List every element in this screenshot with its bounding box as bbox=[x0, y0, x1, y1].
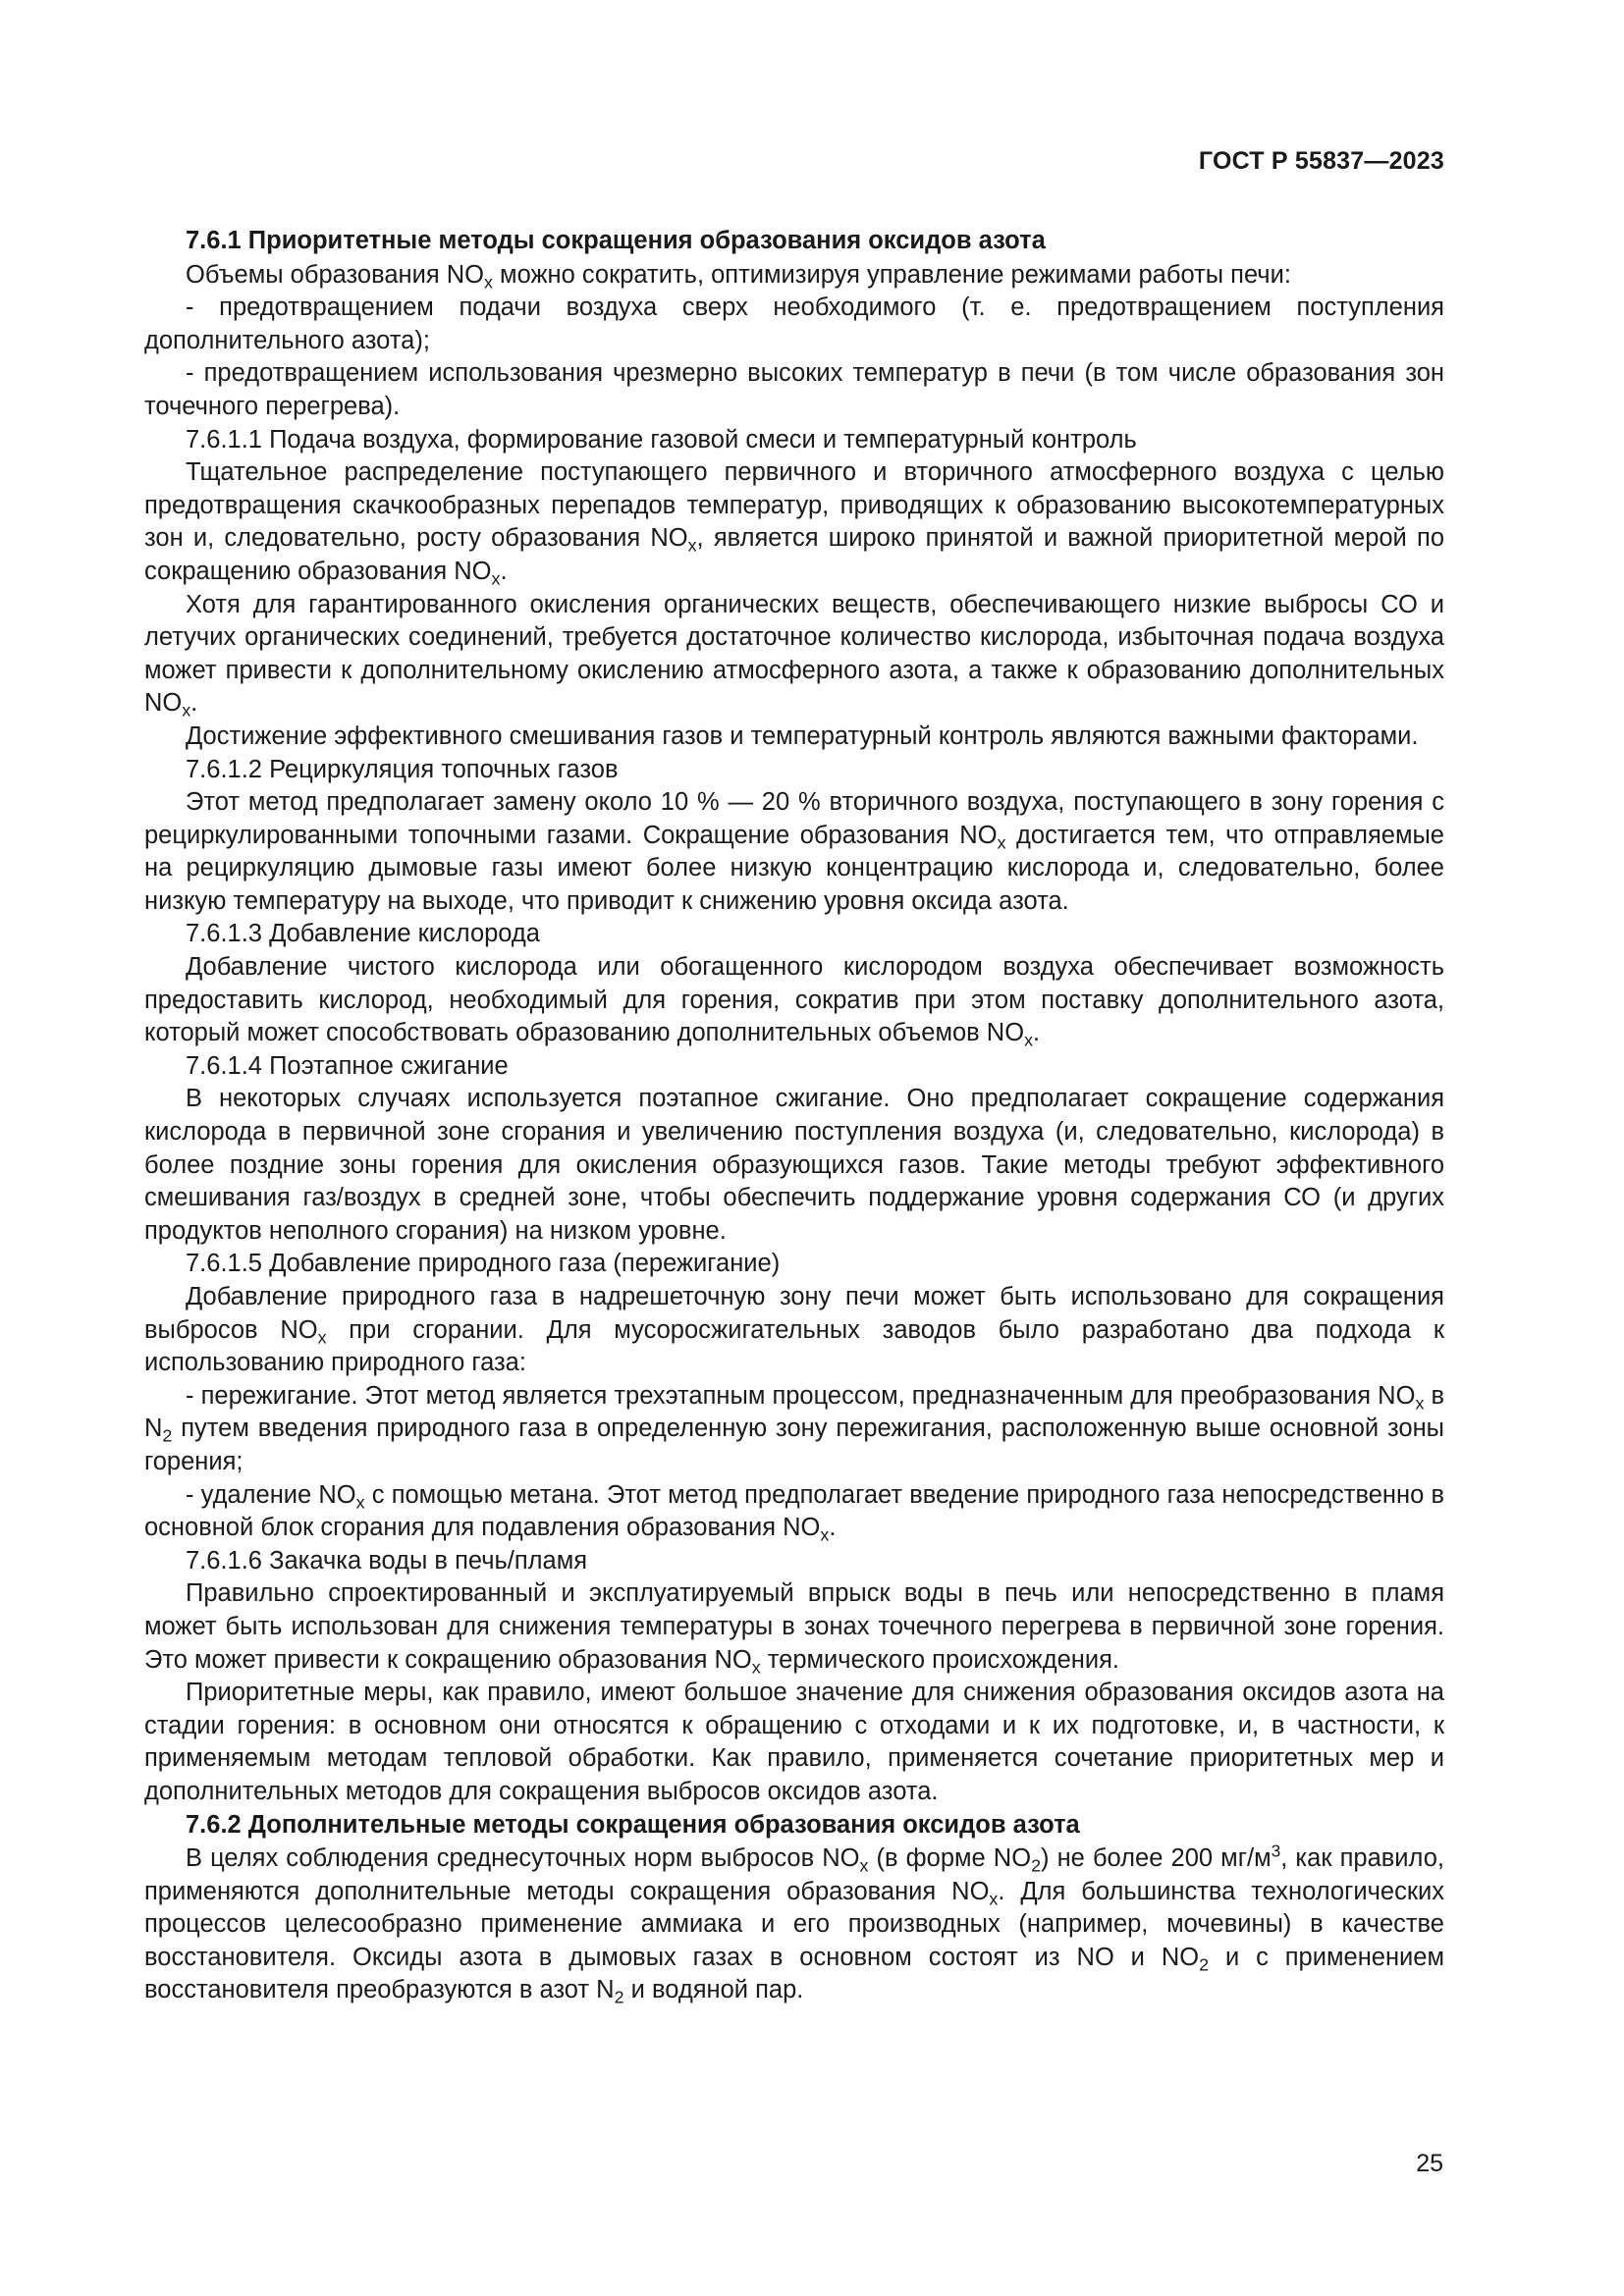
paragraph: Приоритетные меры, как правило, имеют большое значение для снижения образования оксидов азота на стадии горения: в основном они относятся к обращению с отходами и к их подготовке, и, в частности, к применяемым методам тепловой обработки. Как правило, применяется сочетание приоритетных мер и дополнительных методов для сокращения выбросов оксидов азота. bbox=[144, 1679, 1444, 1805]
paragraph: Этот метод предполагает замену около 10 % — 20 % вторичного воздуха, поступающего в зону горения с рециркулированными топочными газами. Сокращение образования $NO_x$ достигается тем, что отправляемые на рециркуляцию дымовые газы имеют более низкую концентрацию кислорода и, следовательно, более низкую температуру на выходе, что приводит к снижению уровня оксида азота. bbox=[144, 788, 1444, 915]
paragraph: Тщательное распределение поступающего первичного и вторичного атмосферного воздуха с целью предотвращения скачкообразных перепадов температур, приводящих к образованию высокотемпературных зон и, следовательно, росту образования $NO_x$, является широко принятой и важной приоритетной мерой по сокращению образования $NO_x$. bbox=[144, 458, 1445, 589]
list-item: - предотвращением использования чрезмерно высоких температур в печи (в том числе образования зон точечного перегрева). bbox=[144, 359, 1444, 420]
paragraph: В некоторых случаях используется поэтапное сжигание. Оно предполагает сокращение содержания кислорода в первичной зоне сгорания и увеличению поступления воздуха (и, следовательно, кислорода) в более поздние зоны горения для окисления образующихся газов. Такие методы требуют эффективного смешивания газ/воздух в средней зоне, чтобы обеспечить поддержание уровня содержания СО (и других продуктов неполного сгорания) на низком уровне. bbox=[144, 1085, 1444, 1245]
paragraph: Объемы образования $NO_x$ можно сократить, оптимизируя управление режимами работы печи: bbox=[186, 260, 1291, 293]
section-heading-7-6-2: 7.6.2 Дополнительные методы сокращения образования оксидов азота bbox=[186, 1810, 1080, 1839]
paragraph: Добавление природного газа в надрешеточную зону печи может быть использовано для сокращения выбросов $NO_x$ при сгорании. Для мусоросжигательных заводов было разработано два подхода к использованию природного газа: bbox=[144, 1283, 1445, 1377]
paragraph: Достижение эффективного смешивания газов и температурный контроль являются важными факторами. bbox=[186, 721, 1419, 750]
subsection-heading-7-6-1-1: 7.6.1.1 Подача воздуха, формирование газовой смеси и температурный контроль bbox=[186, 425, 1137, 454]
subsection-heading-7-6-1-2: 7.6.1.2 Рециркуляция топочных газов bbox=[186, 755, 619, 783]
subsection-heading-7-6-1-5: 7.6.1.5 Добавление природного газа (пережигание) bbox=[186, 1250, 781, 1278]
page-number: 25 bbox=[1416, 2150, 1443, 2177]
subsection-heading-7-6-1-6: 7.6.1.6 Закачка воды в печь/пламя bbox=[186, 1546, 588, 1575]
document-body bbox=[144, 225, 1444, 2007]
paragraph: В целях соблюдения среднесуточных норм выбросов $NO_x$ (в форме $NO_2$) не более 200 $мг/м^3$, как правило, применяются дополнительные методы сокращения образования $NO_x$. Для большинства технологических процессов целесообразно применение аммиака и его производных (например, мочевины) в качестве восстановителя. Оксиды азота в дымовых газах в основном состоят из NO и $NO_2$ и с применением восстановителя преобразуются в азот $N_2$ и водяной пар. bbox=[144, 1841, 1444, 2008]
list-item: - предотвращением подачи воздуха сверх необходимого (т. е. предотвращением поступления дополнительного азота); bbox=[144, 294, 1444, 354]
paragraph: Добавление чистого кислорода или обогащенного кислородом воздуха обеспечивает возможность предоставить кислород, необходимый для горения, сократив при этом поставку дополнительного азота, который может способствовать образованию дополнительных объемов $NO_x$. bbox=[144, 953, 1444, 1050]
section-heading-7-6-1: 7.6.1 Приоритетные методы сокращения образования оксидов азота bbox=[186, 227, 1046, 254]
paragraph: Хотя для гарантированного окисления органических веществ, обеспечивающего низкие выбросы СО и летучих органических соединений, требуется достаточное количество кислорода, избыточная подача воздуха может привести к дополнительному окислению атмосферного азота, а также к образованию дополнительных $NO_x$. bbox=[144, 590, 1444, 721]
standard-designation: ГОСТ Р 55837—2023 bbox=[1198, 147, 1444, 175]
subsection-heading-7-6-1-4: 7.6.1.4 Поэтапное сжигание bbox=[186, 1051, 509, 1080]
list-item: - удаление $NO_x$ с помощью метана. Этот метод предполагает введение природного газа непосредственно в основной блок сгорания для подавления образования $NO_x$. bbox=[144, 1480, 1444, 1545]
subsection-heading-7-6-1-3: 7.6.1.3 Добавление кислорода bbox=[186, 920, 540, 948]
paragraph: Правильно спроектированный и эксплуатируемый впрыск воды в печь или непосредственно в пламя может быть использован для снижения температуры в зонах точечного перегрева в первичной зоне горения. Это может привести к сокращению образования $NO_x$ термического происхождения. bbox=[144, 1579, 1444, 1678]
list-item: - пережигание. Этот метод является трехэтапным процессом, предназначенным для преобразования $NO_x$ в $N_2$ путем введения природного газа в определенную зону пережигания, расположенную выше основной зоны горения; bbox=[144, 1381, 1444, 1475]
